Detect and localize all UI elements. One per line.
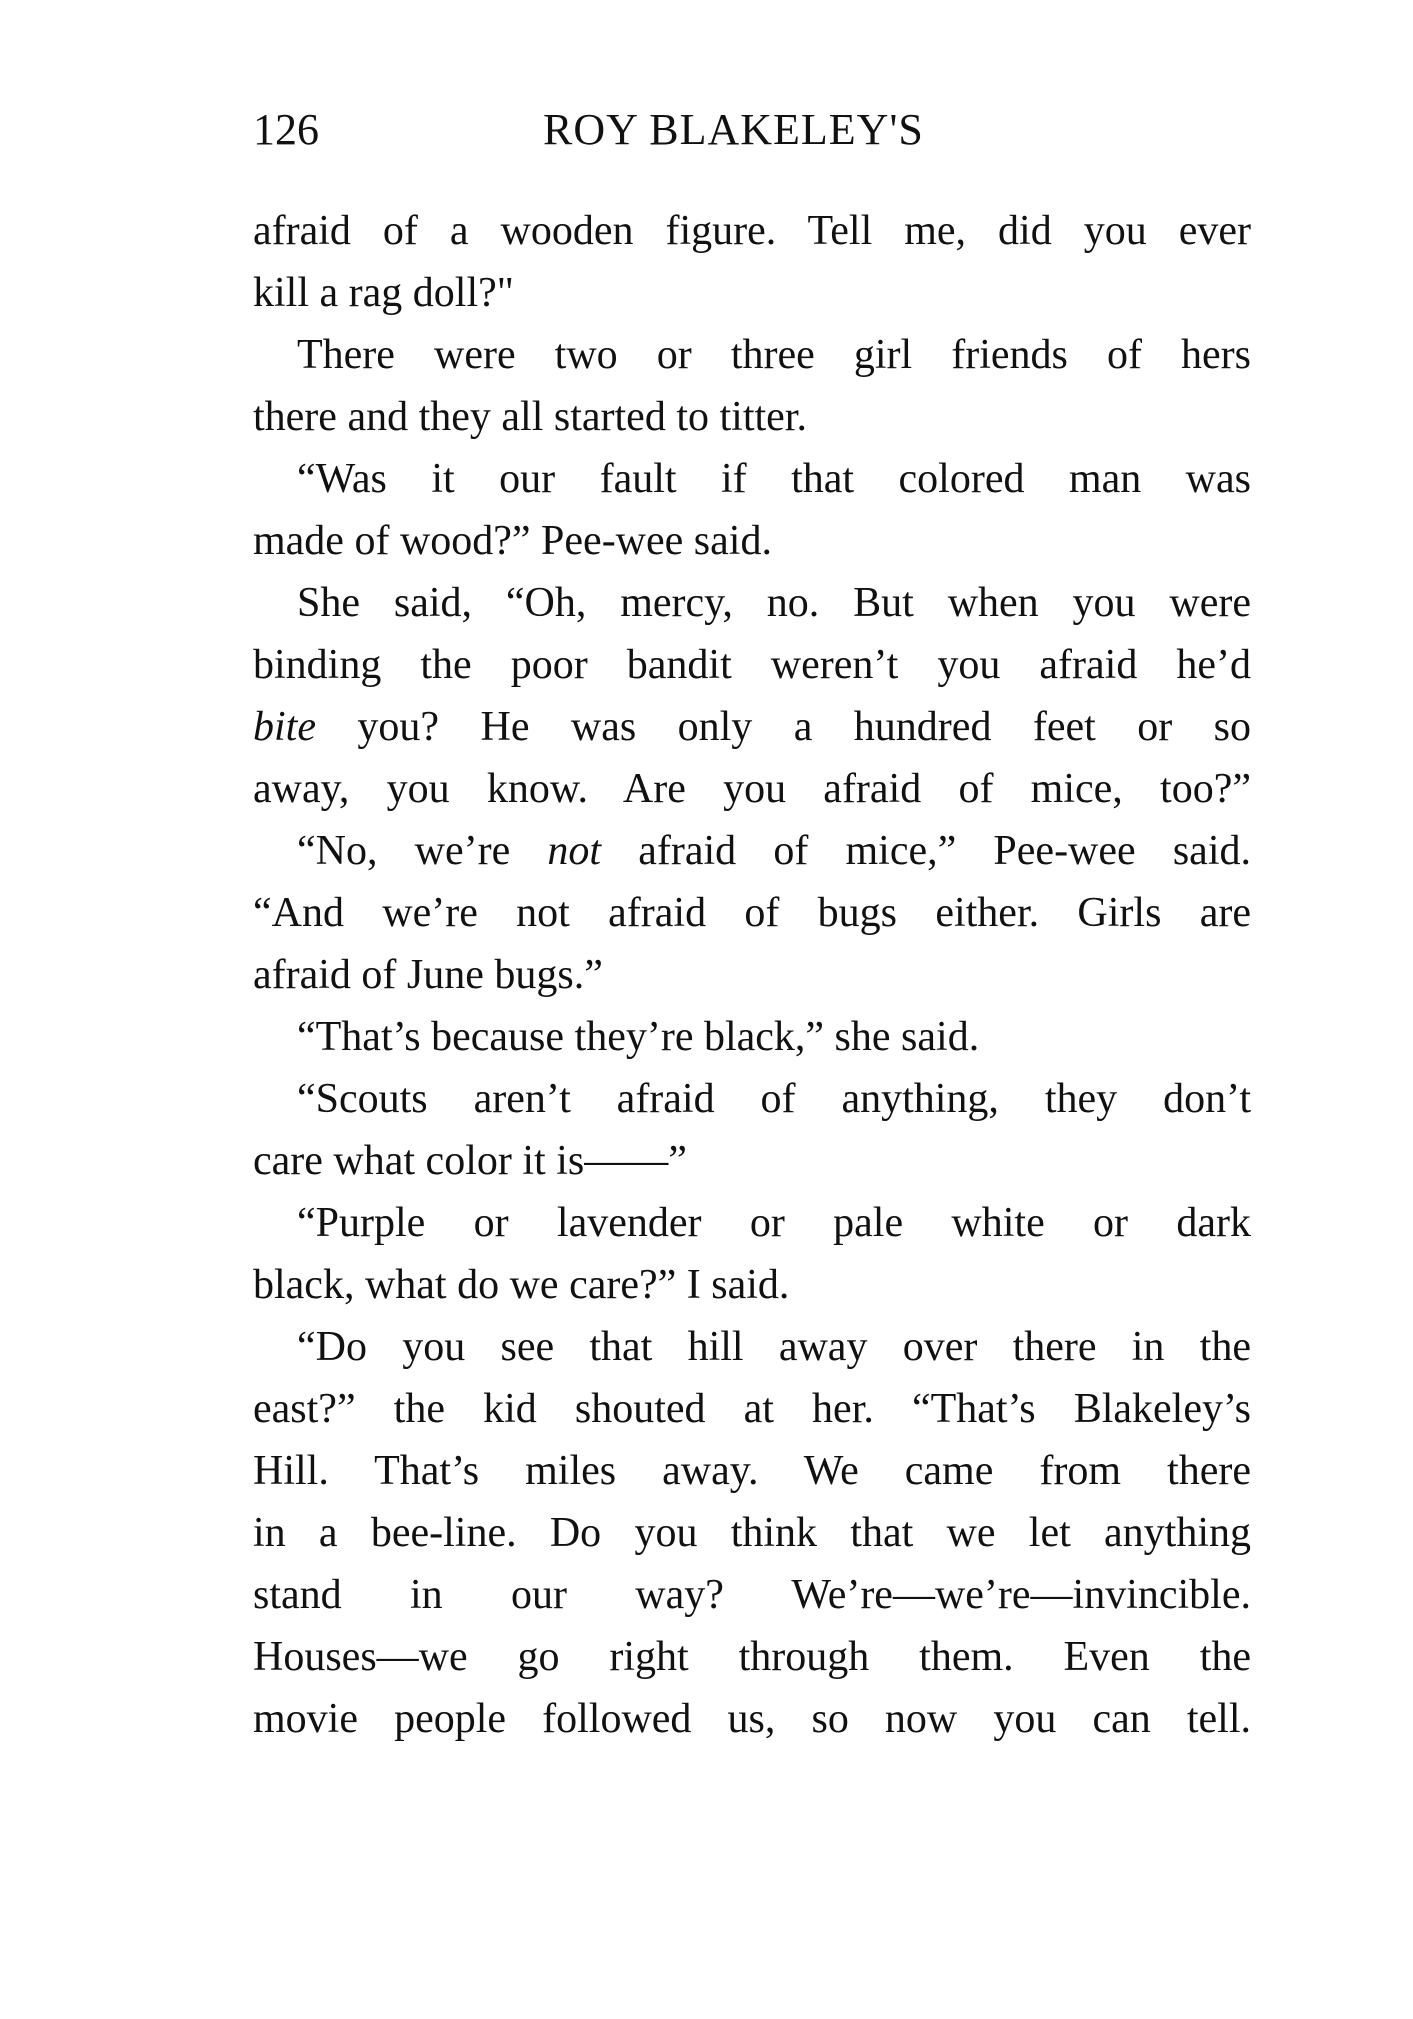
text-line: kill a rag doll?" (253, 270, 514, 316)
text-segment: you? He was only a hundred feet or so (315, 704, 1251, 750)
text-line: black, what do we care?” I said. (253, 1262, 790, 1308)
text-segment: “No, we’re (297, 828, 548, 874)
page-number: 126 (253, 105, 319, 154)
italic-text: not (547, 828, 602, 874)
running-title: ROY BLAKELEY'S (543, 105, 924, 154)
text-line: “Do you see that hill away over there in the (297, 1324, 1251, 1370)
text-line: “Purple or lavender or pale white or dark (297, 1200, 1251, 1246)
text-line (253, 696, 1251, 758)
text-line: Houses—we go right through them. Even the (253, 1634, 1251, 1680)
text-line: afraid of a wooden figure. Tell me, did you ever (253, 208, 1251, 254)
text-line: there and they all started to titter. (253, 394, 807, 440)
text-line: Hill. That’s miles away. We came from there (253, 1448, 1251, 1494)
text-line: care what color it is——” (253, 1138, 687, 1184)
text-segment: afraid of mice,” Pee-wee said. (601, 828, 1251, 874)
text-line: afraid of June bugs.” (253, 952, 603, 998)
text-line (253, 820, 1251, 882)
text-line: “Scouts aren’t afraid of anything, they don’t (297, 1076, 1251, 1122)
text-line: “And we’re not afraid of bugs either. Girls are (253, 890, 1251, 936)
italic-text: bite (253, 704, 316, 750)
text-line: “Was it our fault if that colored man was (297, 456, 1251, 502)
text-line: away, you know. Are you afraid of mice, too?” (253, 766, 1251, 812)
text-line: She said, “Oh, mercy, no. But when you were (297, 580, 1251, 626)
text-line: “That’s because they’re black,” she said. (297, 1014, 980, 1060)
text-line: There were two or three girl friends of hers (297, 332, 1251, 378)
text-line: stand in our way? We’re—we’re—invincible. (253, 1572, 1251, 1618)
text-line: in a bee-line. Do you think that we let anything (253, 1510, 1251, 1556)
body-text (253, 200, 1251, 1750)
running-head (253, 100, 1253, 160)
text-line: made of wood?” Pee-wee said. (253, 518, 772, 564)
text-line: binding the poor bandit weren’t you afraid he’d (253, 642, 1251, 688)
text-line: movie people followed us, so now you can tell. (253, 1696, 1251, 1742)
text-line: east?” the kid shouted at her. “That’s Blakeley’s (253, 1386, 1251, 1432)
